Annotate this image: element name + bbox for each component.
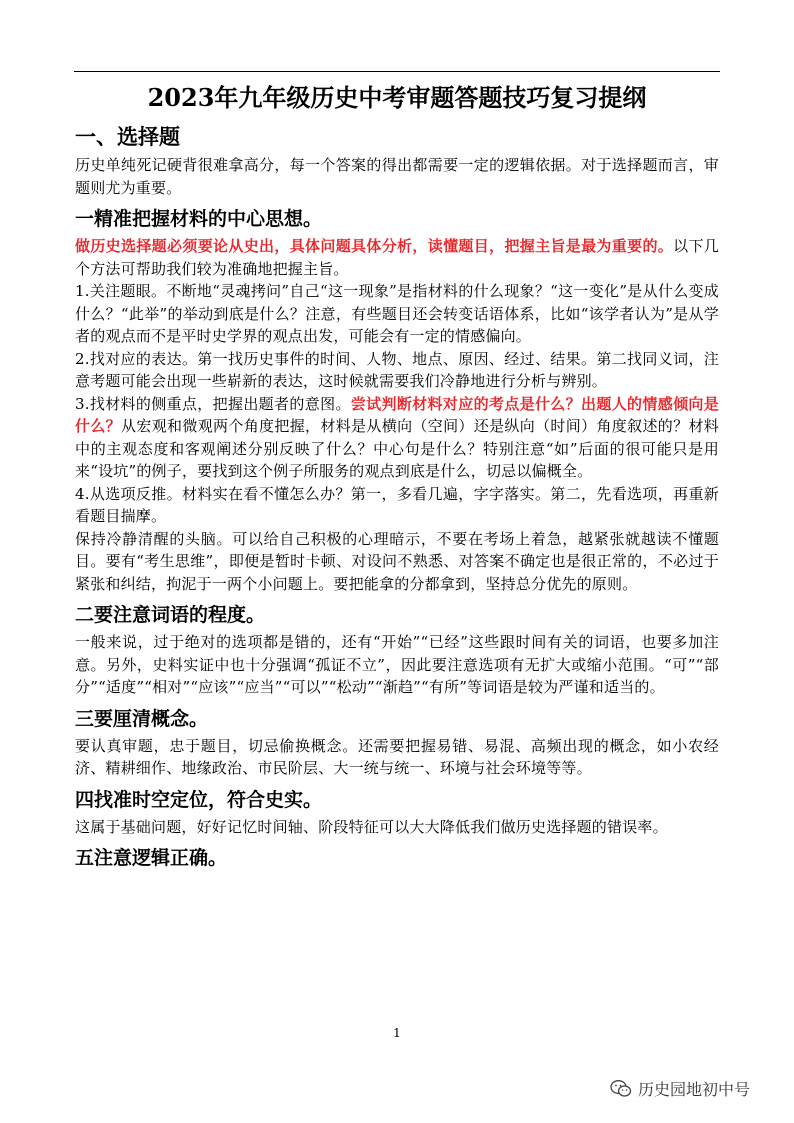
highlight-text: 做历史选择题必须要论从史出，具体问题具体分析，读懂题目，把握主旨是最为重要的。 [75,237,674,255]
body-text: 3.找材料的侧重点，把握出题者的意图。 [75,394,351,413]
watermark-text: 历史园地初中号 [638,1080,751,1099]
page-number: 1 [393,1026,401,1040]
list-item [75,393,719,483]
section-paragraph: 这属于基础问题，好好记忆时间轴、阶段特征可以大大降低我们做历史选择题的错误率。 [75,817,668,836]
intro-paragraph [75,235,719,280]
document-body [75,80,719,874]
section-paragraph: 要认真审题，忠于题目，切忌偷换概念。还需要把握易错、易混、高频出现的概念，如小农经济、精耕细作、地缘政治、市民阶层、大一统与统一、环境与社会环境等等。 [75,736,719,777]
section-heading-main-idea: 一精准把握材料的中心思想。 [75,208,323,230]
list-item: 保持冷静清醒的头脑。可以给自己积极的心理暗示，不要在考场上着急，越紧张就越读不懂题目。要有“考生思维”，即便是暂时卡顿、对设问不熟悉、对答案不确定也是很正常的，不必过于紧张和纠结，拘泥于一两个小问题上。要把能拿的分都拿到，坚持总分优先的原则。 [75,529,719,593]
list-item: 1.关注题眼。不断地“灵魂拷问”自己“这一现象”是指材料的什么现象？“这一变化”是从什么变成什么？“此举”的举动到底是什么？注意，有些题目还会转变话语体系，比如“该学者认为”是从学者的观点而不是平时史学界的观点出发，可能会有一定的情感偏向。 [75,282,719,345]
list-item: 4.从选项反推。材料实在看不懂怎么办？第一，多看几遍，字字落实。第二，先看选项，再重新看题目揣摩。 [75,484,719,525]
body-text: 从宏观和微观两个角度把握，材料是从横向（空间）还是纵向（时间）角度叙述的？材料中的主观态度和客观阐述分别反映了什么？中心句是什么？特别注意“如”后面的很可能只是用来“设坑”的例子，要找到这个例子所服务的观点到底是什么，切忌以偏概全。 [75,417,719,480]
section-heading-word-degree: 二要注意词语的程度。 [75,604,266,626]
section-heading-concepts: 三要厘清概念。 [75,707,209,730]
watermark [610,1077,750,1100]
body-text: 以下几个方法可帮助我们较为准确地把握主旨。 [75,237,719,278]
page-title: 2023年九年级历史中考审题答题技巧复习提纲 [147,83,647,112]
list-item: 2.找对应的表达。第一找历史事件的时间、人物、地点、原因、经过、结果。第二找同义词，注意考题可能会出现一些崭新的表达，这时候就需要我们冷静地进行分析与辨别。 [75,349,719,390]
wechat-icon [610,1079,632,1099]
header-rule [74,71,720,72]
section-paragraph: 一般来说，过于绝对的选项都是错的，还有“开始”“已经”这些跟时间有关的词语，也要多加注意。另外，史料实证中也十分强调“孤证不立”，因此要注意选项有无扩大或缩小范围。“可”“部分”“适度”“相对”“应该”“应当”“可以”“松动”“渐趋”“有所”等词语是较为严谨和适当的。 [75,633,719,696]
highlight-text: 尝试判断材料对应的考点是什么？出题人的情感倾向是什么？ [75,394,719,435]
section-heading-logic: 五注意逻辑正确。 [75,847,228,869]
section-paragraph: 历史单纯死记硬背很难拿高分，每一个答案的得出都需要一定的逻辑依据。对于选择题而言，审题则尤为重要。 [75,156,719,197]
section-heading-choice: 一、选择题 [75,124,180,149]
section-heading-time-space: 四找准时空定位，符合史实。 [75,788,323,811]
